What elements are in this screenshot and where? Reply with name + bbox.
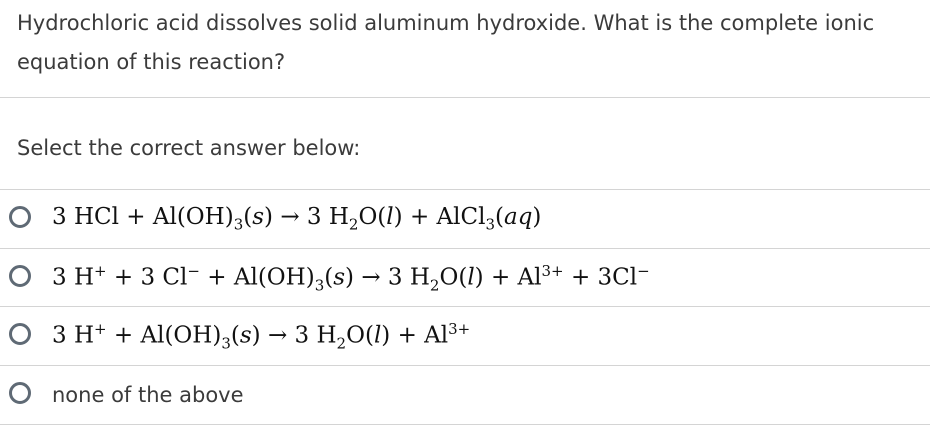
question-divider — [0, 97, 930, 98]
question-text: Hydrochloric acid dissolves solid aluminum hydroxide. What is the complete ionic equation of this reaction? — [17, 11, 875, 74]
radio-button-icon[interactable] — [9, 323, 31, 345]
answer-option-1[interactable] — [0, 190, 930, 248]
option-4-label: none of the above — [52, 383, 244, 407]
option-divider — [0, 424, 930, 425]
answer-option-3[interactable] — [0, 307, 930, 365]
answer-option-2[interactable] — [0, 249, 930, 307]
answer-prompt: Select the correct answer below: — [17, 136, 361, 160]
option-2-equation: 3 H+ + 3 $Cl^- + Al(OH)_3(s) \to 3$ $H_2O(l) + Al^{3+} + 3Cl^-$ — [52, 261, 650, 295]
option-1-equation: 3 HCl + $Al(OH)_3(s) \to 3$ $H_2O(l)$ + AlCl$_3$(aq) — [52, 204, 542, 234]
radio-button-icon[interactable] — [9, 265, 31, 287]
radio-button-icon[interactable] — [9, 382, 31, 404]
radio-button-icon[interactable] — [9, 206, 31, 228]
answer-option-4[interactable] — [0, 366, 930, 424]
option-3-equation: 3 $H^+ + Al(OH)_3(s) \to 3$ $H_2O(l) + Al^{3+}$ — [52, 319, 471, 353]
